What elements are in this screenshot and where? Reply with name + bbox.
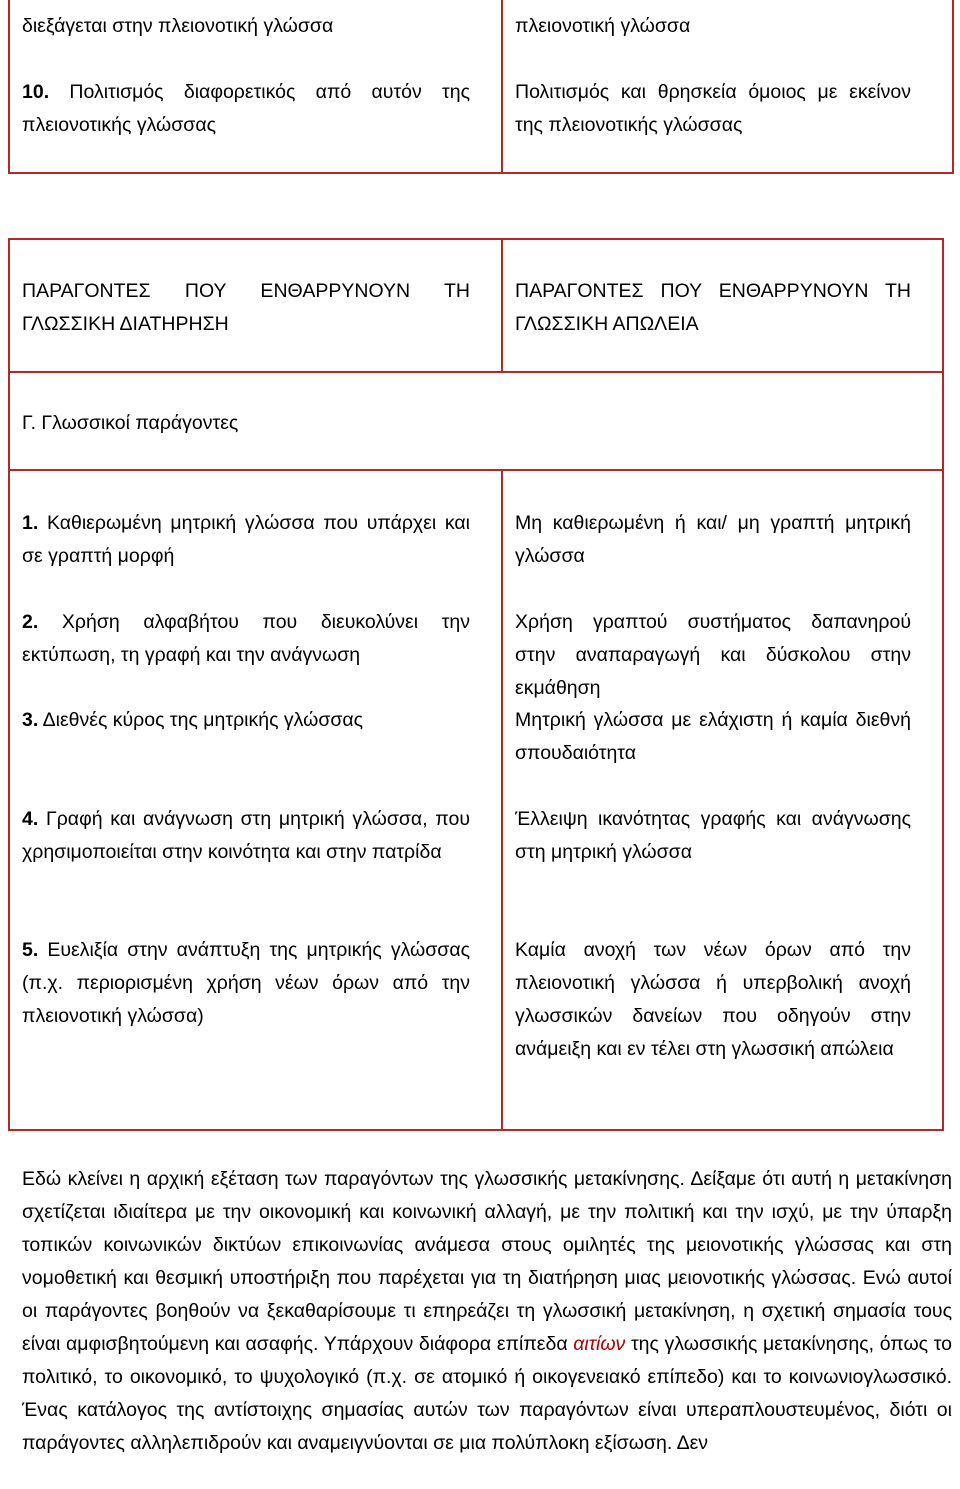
table-cell-prev-right: [515, 10, 911, 43]
cell-text: Γραφή και ανάγνωση στη μητρική γλώσσα, που χρησιμοποιείται στην κοινότητα και στην πατρίδα: [22, 808, 470, 863]
factor-row-5-left: [22, 934, 470, 1033]
paragraph-text: Εδώ κλείνει η αρχική εξέταση των παραγόντων της γλωσσικής μετακίνησης. Δείξαμε ότι αυτή η μετακίνηση σχετίζεται ιδιαίτερα με την οικονομική και κοινωνική αλλαγή, με την πολιτική και την ισχύ, με την ύπαρξη τοπικών κοινωνικών δικτύων επικοινωνίας ανάμεσα στους ομιλητές της μειονοτικής γλώσσας και στη νομοθετική και θεσμική υποστήριξη που παρέχεται για τη διατήρηση μιας μειονοτικής γλώσσας. Ενώ αυτοί οι παράγοντες βοηθούν να ξεκαθαρίσουμε τι επηρεάζει τη γλωσσική μετακίνηση, η σχετική σημασία τους είναι αμφισβητούμενη και ασαφής. Υπάρχουν διάφορα επίπεδα: [22, 1168, 952, 1355]
factor-row-3-left: [22, 704, 470, 737]
cell-text: Πολιτισμός και θρησκεία όμοιος με εκείνον της πλειονοτικής γλώσσας: [515, 81, 911, 136]
factor-row-4-right: [515, 803, 911, 869]
table-cell-10-left: [22, 76, 470, 142]
cell-text: Ευελιξία στην ανάπτυξη της μητρικής γλώσσας (π.χ. περιορισμένη χρήση νέων όρων από την πλειονοτική γλώσσα): [22, 939, 470, 1027]
item-number: 10.: [22, 81, 50, 103]
item-number: 3.: [22, 709, 39, 731]
header-maintenance: [22, 275, 470, 341]
item-number: 4.: [22, 808, 39, 830]
section-title: [22, 407, 470, 440]
factors-table-header-rule: [10, 371, 942, 373]
cell-text: Καθιερωμένη μητρική γλώσσα που υπάρχει και σε γραπτή μορφή: [22, 512, 470, 567]
item-number: 5.: [22, 939, 39, 961]
header-loss: [515, 275, 911, 341]
cell-text: Χρήση αλφαβήτου που διευκολύνει την εκτύπωση, τη γραφή και την ανάγνωση: [22, 611, 470, 666]
table-cell-prev-left: [22, 10, 470, 43]
cell-text: Χρήση γραπτού συστήματος δαπανηρού στην αναπαραγωγή και δύσκολου στην εκμάθηση: [515, 611, 911, 699]
header-text: ΠΑΡΑΓΟΝΤΕΣ ΠΟΥ ΕΝΘΑΡΡΥΝΟΥΝ ΤΗ ΓΛΩΣΣΙΚΗ ΑΠΩΛΕΙΑ: [515, 280, 911, 335]
factor-row-5-right: [515, 934, 911, 1066]
body-paragraph: [22, 1163, 952, 1460]
cell-text: Διεθνές κύρος της μητρικής γλώσσας: [38, 709, 364, 731]
table-cell-10-right: [515, 76, 911, 142]
header-text: ΠΑΡΑΓΟΝΤΕΣ ΠΟΥ ΕΝΘΑΡΡΥΝΟΥΝ ΤΗ ΓΛΩΣΣΙΚΗ ΔΙΑΤΗΡΗΣΗ: [22, 280, 470, 335]
cell-text: Μη καθιερωμένη ή και/ μη γραπτή μητρική γλώσσα: [515, 512, 911, 567]
factor-row-1-right: [515, 507, 911, 573]
cell-text: Καμία ανοχή των νέων όρων από την πλειονοτική γλώσσα ή υπερβολική ανοχή γλωσσικών δανείων που οδηγούν στην ανάμειξη και εν τέλει στη γλωσσική απώλεια: [515, 939, 911, 1060]
section-title-text: Γ. Γλωσσικοί παράγοντες: [22, 412, 239, 434]
cell-text: πλειονοτική γλώσσα: [515, 15, 691, 37]
item-number: 2.: [22, 611, 39, 633]
causes-link[interactable]: αιτίων: [573, 1333, 626, 1355]
factors-table-divider-body: [501, 470, 503, 1129]
paragraph-text: της γλωσσικής μετακίνησης, όπως το πολιτικό, το οικονομικό, το ψυχολογικό (π.χ. σε ατομικό ή οικογενειακό επίπεδο) και το κοινωνιογλωσσικό. Ένας κατάλογος της αντίστοιχης σημασίας αυτών των παραγόντων είναι υπεραπλουστευμένος, διότι οι παράγοντες αλληλεπιδρούν και αναμειγνύονται σε μια πολύπλοκη εξίσωση. Δεν: [22, 1333, 952, 1454]
factor-row-4-left: [22, 803, 470, 869]
cell-text: Έλλειψη ικανότητας γραφής και ανάγνωσης στη μητρική γλώσσα: [515, 808, 911, 863]
factor-row-1-left: [22, 507, 470, 573]
factor-row-3-right: [515, 704, 911, 770]
table-continuation-divider: [501, 0, 503, 172]
cell-text: Πολιτισμός διαφορετικός από αυτόν της πλειονοτικής γλώσσας: [22, 81, 470, 136]
factor-row-2-right: [515, 606, 911, 705]
factors-table-divider-top: [501, 240, 503, 372]
factor-row-2-left: [22, 606, 470, 672]
cell-text: διεξάγεται στην πλειονοτική γλώσσα: [22, 15, 334, 37]
item-number: 1.: [22, 512, 39, 534]
cell-text: Μητρική γλώσσα με ελάχιστη ή καμία διεθνή σπουδαιότητα: [515, 709, 911, 764]
factors-table-section-rule: [10, 469, 942, 471]
